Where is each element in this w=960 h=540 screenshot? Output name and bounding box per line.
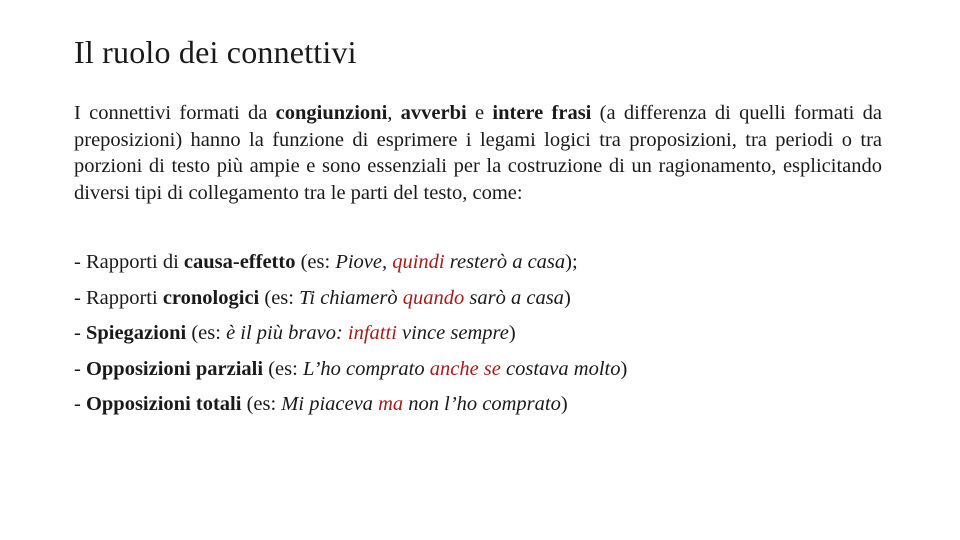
list-item-causa-effetto — [74, 249, 627, 285]
list-item-opposizioni-totali — [74, 391, 627, 427]
item-close: ); — [565, 251, 578, 273]
connective-word: quando — [402, 286, 465, 309]
example-text: Ti chiamerò — [299, 286, 403, 309]
item-category: Spiegazioni — [85, 322, 187, 344]
item-es: (es: — [186, 322, 227, 344]
example-text: è il più bravo: — [226, 322, 348, 344]
example-text: resterò a casa — [444, 251, 566, 273]
list-item-spiegazioni — [74, 320, 627, 356]
item-category: cronologici — [162, 286, 260, 309]
intro-term-intere-frasi: intere frasi — [492, 102, 592, 124]
item-prefix: - Rapporti di — [74, 251, 184, 273]
example-text: vince sempre — [396, 322, 509, 344]
example-text: Piove, — [335, 251, 393, 273]
list-item-cronologici — [74, 285, 627, 321]
intro-text: (a differenza di quelli formati da preposizioni) hanno la funzione di esprimere i legami logici tra proposizioni, tra periodi o tra porzioni di testo più ampie e sono essenziali per la costruzione di un ragionamento, esplicitando diversi tipi di collegamento tra le parti del testo, come: — [74, 102, 883, 204]
connective-word: infatti — [347, 322, 397, 344]
item-close: ) — [560, 393, 568, 415]
slide-title: Il ruolo dei connettivi — [74, 34, 357, 70]
item-close: ) — [620, 357, 628, 380]
item-es: (es: — [259, 286, 300, 309]
intro-paragraph — [74, 100, 882, 206]
item-category: Opposizioni totali — [85, 393, 242, 415]
list-item-opposizioni-parziali — [74, 356, 627, 392]
item-close: ) — [508, 322, 516, 344]
connective-word: ma — [378, 393, 404, 415]
intro-term-avverbi: avverbi — [400, 102, 467, 124]
example-text: L’ho comprato — [302, 357, 430, 380]
example-text: Mi piaceva — [281, 393, 379, 415]
connective-types-list — [74, 249, 627, 427]
item-close: ) — [563, 286, 571, 309]
example-text: costava molto — [500, 357, 621, 380]
intro-term-congiunzioni: congiunzioni — [275, 102, 388, 124]
item-prefix: - Rapporti — [74, 286, 163, 309]
item-es: (es: — [263, 357, 303, 380]
example-text: non l’ho comprato — [403, 393, 561, 415]
item-es: (es: — [295, 251, 336, 273]
item-category: Opposizioni parziali — [85, 357, 264, 380]
intro-text: , — [387, 102, 401, 124]
connective-word: anche se — [429, 357, 501, 380]
intro-text: e — [466, 102, 493, 124]
example-text: sarò a casa — [464, 286, 564, 309]
item-prefix: - — [74, 322, 86, 344]
intro-text: I connettivi formati da — [74, 102, 276, 124]
connective-word: quindi — [392, 251, 445, 273]
item-category: causa-effetto — [183, 251, 296, 273]
item-prefix: - — [74, 357, 86, 380]
item-es: (es: — [241, 393, 282, 415]
item-prefix: - — [74, 393, 86, 415]
